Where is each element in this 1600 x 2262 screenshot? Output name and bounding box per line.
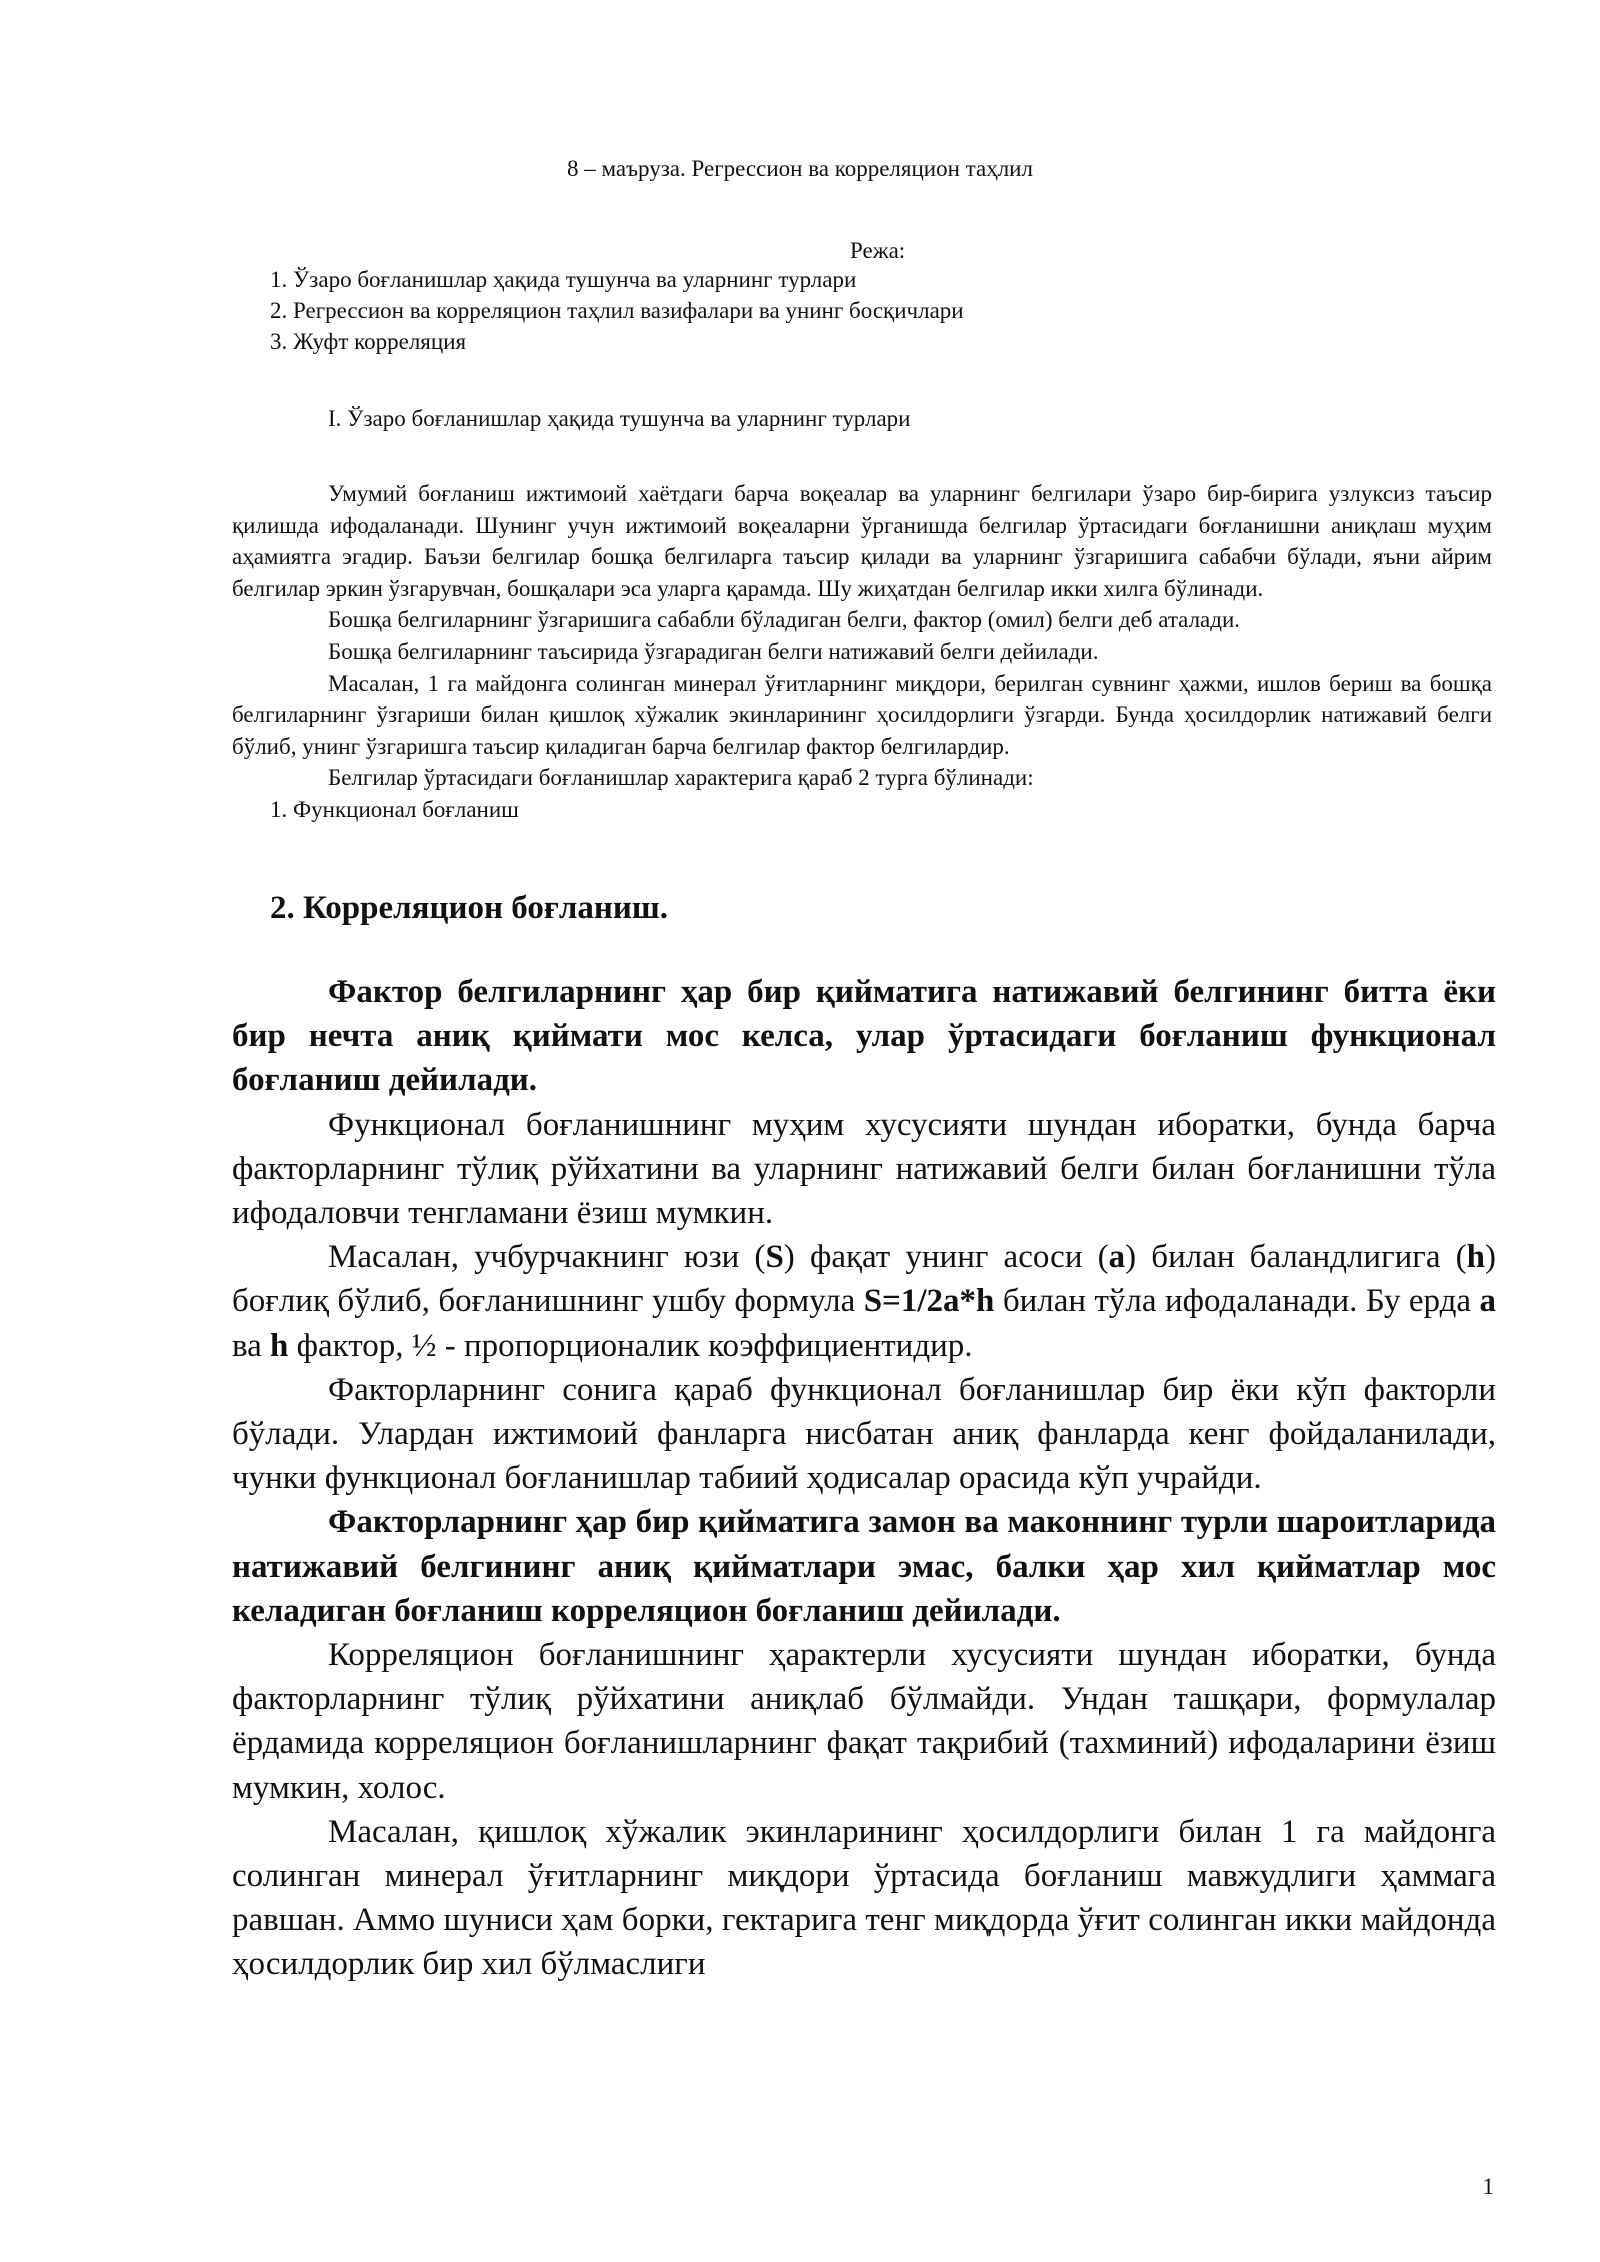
definition-paragraph: Факторларнинг ҳар бир қийматига замон ва маконнинг турли шароитларида натижавий белгининг аниқ қийматлари эмас, балки ҳар хил қийматлар мос келадиган боғланиш корреляцион боғланиш дейилади.	[232, 1504, 1496, 1629]
main-text	[232, 970, 1496, 1987]
paragraph: Факторларнинг сонига қараб функционал боғланишлар бир ёки кўп факторли бўлади. Улардан ижтимоий фанларга нисбатан аниқ фанларда кенг фойдаланилади, чунки функционал боғланишлар табиий ҳодисалар орасида кўп учрайди.	[232, 1371, 1496, 1497]
page-number: 1	[1482, 2174, 1494, 2199]
plan-item: 2. Регрессион ва корреляцион таҳлил вазифалари ва унинг босқичлари	[270, 298, 964, 323]
paragraph: Функционал боғланишнинг муҳим хусусияти шундан иборатки, бунда барча факторларнинг тўлиқ рўйхатини ва уларнинг натижавий белги билан боғланишни тўла ифодаловчи тенгламани ёзиш мумкин.	[232, 1106, 1496, 1232]
plan-heading: Режа:	[850, 238, 906, 263]
paragraph: Умумий боғланиш ижтимоий хаётдаги барча воқеалар ва уларнинг белгилари ўзаро бир-бирига узлуксиз таъсир қилишда ифодаланади. Шунинг учун ижтимоий воқеаларни ўрганишда белгилар ўртасидаги боғланишни аниқлаш муҳим аҳамиятга эгадир. Баъзи белгилар бошқа белгиларга таъсир қилади ва уларнинг ўзгаришига сабабчи бўлади, яъни айрим белгилар эркин ўзгарувчан, бошқалари эса уларга қарамда. Шу жиҳатдан белгилар икки хилга бўлинади.	[232, 481, 1492, 601]
plan-item: 3. Жуфт корреляция	[270, 329, 467, 354]
formula-paragraph: Масалан, учбурчакнинг юзи (S) фақат унинг асоси (a) билан баландлигига (h) боғлиқ бўлиб, боғланишнинг ушбу формула S=1/2a*h билан тўла ифодаланади. Бу ерда a ва h фактор, ½ - пропорционалик коэффициентидир.	[232, 1239, 1496, 1364]
section-heading: I. Ўзаро боғланишлар ҳақида тушунча ва уларнинг турлари	[328, 406, 911, 431]
list-item-bold: 2. Корреляцион боғланиш.	[270, 890, 668, 926]
paragraph: Корреляцион боғланишнинг ҳарактерли хусусияти шундан иборатки, бунда факторларнинг тўлиқ рўйхатини аниқлаб бўлмайди. Ундан ташқари, формулалар ёрдамида корреляцион боғланишларнинг фақат тақрибий (тахминий) ифодаларини ёзиш мумкин, холос.	[232, 1637, 1496, 1806]
paragraph: Бошқа белгиларнинг таъсирида ўзгарадиган белги натижавий белги дейилади.	[328, 638, 1099, 664]
list-item: 1. Функционал боғланиш	[270, 796, 519, 822]
definition-paragraph: Фактор белгиларнинг ҳар бир қийматига натижавий белгининг битта ёки бир нечта аниқ қиймати мос келса, улар ўртасидаги боғланиш функционал боғланиш дейилади.	[232, 974, 1496, 1099]
paragraph: Белгилар ўртасидаги боғланишлар характерига қараб 2 турга бўлинади:	[328, 765, 1034, 791]
plan-item: 1. Ўзаро боғланишлар ҳақида тушунча ва уларнинг турлари	[270, 267, 857, 292]
plan-list	[270, 264, 964, 357]
section-text	[232, 478, 1492, 826]
paragraph: Масалан, қишлоқ хўжалик экинларининг ҳосилдорлиги билан 1 га майдонга солинган минерал ўғитларнинг миқдори ўртасида боғланиш мавжудлиги ҳаммага равшан. Аммо шуниси ҳам борки, гектарига тенг миқдорда ўғит солинган икки майдонда ҳосилдорлик бир хил бўлмаслиги	[232, 1813, 1496, 1983]
paragraph: Масалан, 1 га майдонга солинган минерал ўғитларнинг миқдори, берилган сувнинг ҳажми, ишлов бериш ва бошқа белгиларнинг ўзгариши билан қишлоқ хўжалик экинларининг ҳосилдорлиги ўзгарди. Бунда ҳосилдорлик натижавий белги бўлиб, унинг ўзгаришга таъсир қиладиган барча белгилар фактор белгилардир.	[232, 670, 1492, 759]
paragraph: Бошқа белгиларнинг ўзгаришига сабабли бўладиган белги, фактор (омил) белги деб аталади.	[328, 607, 1241, 633]
lecture-title: 8 – маъруза. Регрессион ва корреляцион таҳлил	[567, 156, 1033, 181]
formula: S=1/2a*h	[863, 1283, 995, 1320]
